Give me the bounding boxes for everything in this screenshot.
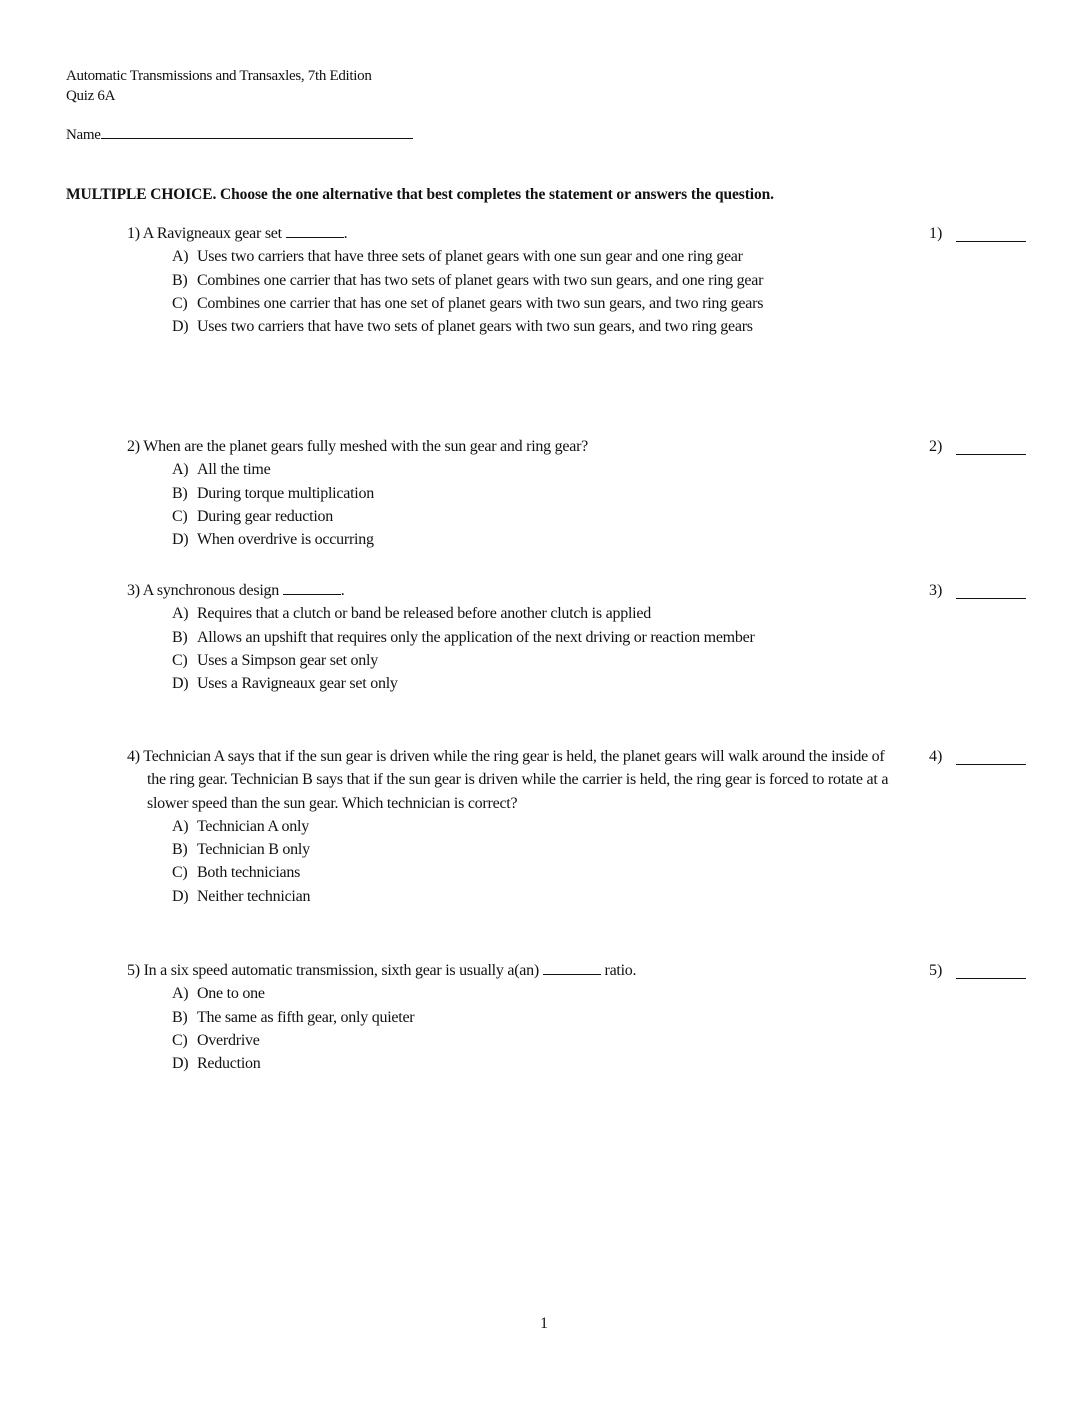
option-text: Requires that a clutch or band be released before another clutch is applied [197,605,651,623]
option-letter: A) [172,817,189,835]
answer-option [127,602,902,625]
option-letter: C) [172,507,188,525]
option-letter: C) [172,1031,188,1049]
option-letter: D) [172,675,189,693]
option-text: One to one [197,985,265,1003]
answer-option [127,505,902,528]
question-number: 1) [127,225,140,242]
option-text: Uses a Ravigneaux gear set only [197,675,398,693]
option-letter: B) [172,841,188,859]
option-text: Allows an upshift that requires only the application of the next driving or reaction member [197,628,755,646]
answer-option [127,885,902,908]
option-text: Uses two carriers that have three sets of planet gears with one sun gear and one ring gear [197,248,743,266]
option-letter: D) [172,318,189,336]
question-text-end: . [340,582,345,599]
answer-option [127,315,902,338]
option-text: During torque multiplication [197,484,374,502]
answer-number: 3) [929,582,943,599]
question-3 [127,579,917,695]
fill-in-blank [286,223,344,238]
question-number: 4) [127,748,140,765]
option-letter: B) [172,628,188,646]
option-text: Combines one carrier that has one set of planet gears with two sun gears, and two ring gears [197,294,764,312]
question-stem [127,435,907,458]
option-text: Uses two carriers that have two sets of planet gears with two sun gears, and two ring gears [197,318,753,336]
option-text: Neither technician [197,887,311,905]
option-text: Both technicians [197,864,301,882]
answer-option [127,245,902,268]
option-text: During gear reduction [197,507,334,525]
answer-number: 2) [929,438,943,455]
answer-option [127,1006,902,1029]
question-stem [127,745,907,815]
answer-blank-2[interactable] [929,435,942,458]
question-text: A Ravigneaux gear set [142,225,286,242]
option-letter: A) [172,461,189,479]
option-text: Overdrive [197,1031,260,1049]
option-text: When overdrive is occurring [197,531,374,549]
answer-option [127,649,902,672]
option-letter: C) [172,651,188,669]
question-2 [127,435,917,551]
question-number: 2) [127,438,140,455]
answer-option [127,838,902,861]
option-letter: B) [172,484,188,502]
option-text: Reduction [197,1055,261,1073]
option-letter: B) [172,1008,188,1026]
option-letter: D) [172,887,189,905]
answer-option [127,815,902,838]
name-label: Name [66,127,101,143]
question-number: 3) [127,582,140,599]
question-stem [127,222,907,245]
answer-option [127,292,902,315]
option-letter: A) [172,605,189,623]
answer-line[interactable] [956,241,1026,242]
answer-blank-5[interactable] [929,959,942,982]
option-text: Technician B only [197,841,310,859]
answer-line[interactable] [956,454,1026,455]
option-letter: D) [172,531,189,549]
answer-line[interactable] [956,978,1026,979]
option-text: The same as fifth gear, only quieter [197,1008,415,1026]
option-letter: A) [172,985,189,1003]
instructions: MULTIPLE CHOICE. Choose the one alternative that best completes the statement or answers the question. [66,186,774,203]
answer-option [127,269,902,292]
answer-number: 5) [929,962,943,979]
answer-option [127,626,902,649]
question-4 [127,745,917,908]
answer-option [127,1029,902,1052]
question-text: Technician A says that if the sun gear is driven while the ring gear is held, the planet gears will walk around the inside of the ring gear. Technician B says that if the sun gear is driven while the carrier is held, the ring gear is forced to rotate at a slower speed than the sun gear. Which technician is correct? [143,748,889,812]
question-text: In a six speed automatic transmission, sixth gear is usually a(an) [143,962,543,979]
option-letter: D) [172,1055,189,1073]
option-text: All the time [197,461,271,479]
fill-in-blank [283,580,341,595]
question-stem [127,959,907,982]
fill-in-blank [543,960,601,975]
page-number: 1 [540,1315,548,1332]
option-text: Technician A only [197,817,309,835]
question-text: When are the planet gears fully meshed with the sun gear and ring gear? [143,438,589,455]
answer-option [127,1052,902,1075]
answer-number: 1) [929,225,943,242]
answer-option [127,528,902,551]
option-text: Combines one carrier that has two sets of planet gears with two sun gears, and one ring gear [197,271,764,289]
question-text-end: . [343,225,348,242]
option-letter: C) [172,864,188,882]
option-letter: C) [172,294,188,312]
answer-option [127,458,902,481]
option-letter: A) [172,248,189,266]
answer-blank-3[interactable] [929,579,942,602]
question-1 [127,222,917,338]
option-text: Uses a Simpson gear set only [197,651,378,669]
question-number: 5) [127,962,140,979]
answer-number: 4) [929,748,943,765]
option-letter: B) [172,271,188,289]
question-5 [127,959,917,1075]
answer-line[interactable] [956,598,1026,599]
name-blank-line [101,126,413,139]
name-field [66,126,413,144]
quiz-label: Quiz 6A [66,88,116,104]
answer-option [127,861,902,884]
answer-blank-1[interactable] [929,222,942,245]
answer-option [127,982,902,1005]
answer-option [127,672,902,695]
question-text: A synchronous design [142,582,283,599]
document-title: Automatic Transmissions and Transaxles, 7th Edition [66,68,372,84]
answer-line[interactable] [956,764,1026,765]
question-stem [127,579,907,602]
answer-option [127,482,902,505]
answer-blank-4[interactable] [929,745,942,768]
question-text-end: ratio. [600,962,637,979]
